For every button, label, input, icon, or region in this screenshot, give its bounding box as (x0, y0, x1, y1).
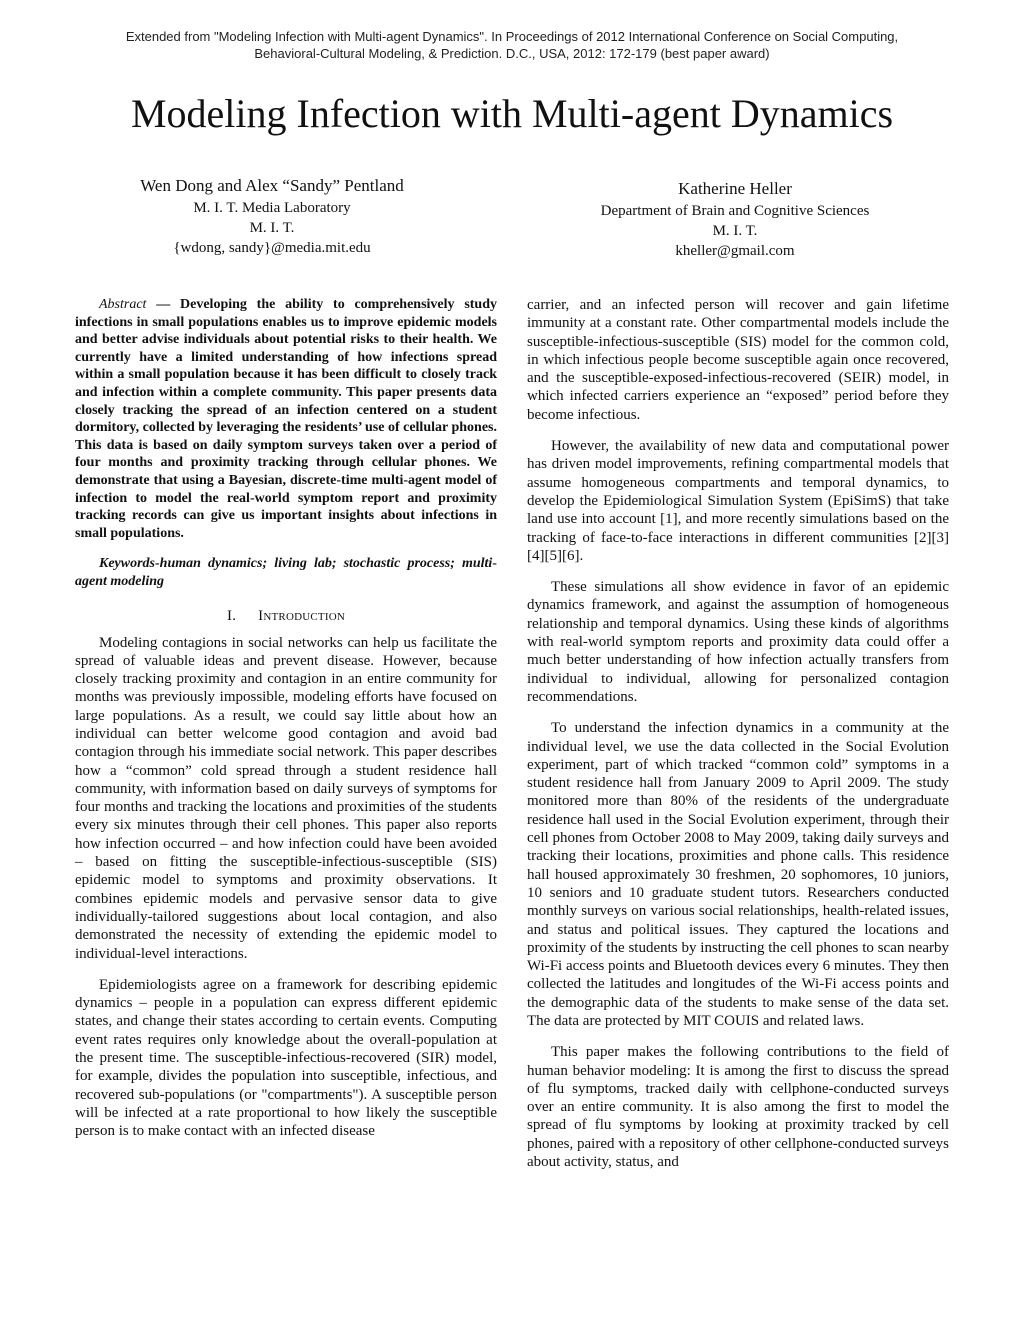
paragraph: carrier, and an infected person will recover and gain lifetime immunity at a constant rate. Other compartmental models include the susceptible-infectious-susceptible (SIS) model for the common cold, in which infectious people become susceptible again once recovered, and the susceptible-exposed-infectious-recovered (SEIR) model, in which infected carriers experience an “exposed” period before they become infectious. (527, 297, 949, 423)
author-email: {wdong, sandy}@media.mit.edu (173, 240, 371, 256)
author-institution: M. I. T. (712, 223, 758, 239)
right-column (527, 296, 949, 1171)
author-names: Katherine Heller (678, 179, 792, 198)
left-column (75, 296, 497, 1141)
author-affiliation: Department of Brain and Cognitive Sciences (600, 203, 870, 219)
paragraph: These simulations all show evidence in favor of an epidemic dynamics framework, and against the assumption of homogeneous relationship and temporal dynamics. Using these kinds of algorithms with real-world symptom reports and proximity data could offer a much better understanding of how infection actually transfers from individual to individual, allowing for personalized contagion recommendations. (527, 579, 949, 705)
paragraph: This paper makes the following contributions to the field of human behavior modeling: It is among the first to discuss the spread of flu symptoms, tracked daily with cellphone-conducted surveys over an entire community. It is also among the first to model the spread of flu symptoms by looking at proximity tracked by cell phones, paired with a repository of other cellphone-conducted surveys about activity, status, and (527, 1044, 949, 1171)
abstract (75, 296, 497, 542)
section-title: Introduction (258, 607, 345, 624)
section-number: I. (227, 607, 237, 624)
abstract-dash: — (146, 297, 181, 312)
paper-title: Modeling Infection with Multi-agent Dynamics (130, 91, 894, 136)
paragraph: However, the availability of new data and computational power has driven model improvements, refining compartmental models that assume homogeneous compartments and temporal dynamics, to develop the Epidemiological Simulation System (EpiSimS) that take land use into account [1], and more recently simulations based on the tracking of face-to-face interactions in different communities [2][3][4][5][6]. (527, 438, 949, 564)
author-email: kheller@gmail.com (675, 243, 795, 259)
keywords: Keywords-human dynamics; living lab; stochastic process; multi-agent modeling (75, 556, 497, 589)
author-block-right (560, 177, 910, 261)
author-affiliation: M. I. T. Media Laboratory (193, 200, 351, 216)
paragraph: To understand the infection dynamics in a community at the individual level, we use the data collected in the Social Evolution experiment, part of which tracked “common cold” symptoms in a student residence hall from January 2009 to April 2009. The study monitored more than 80% of the residents of the undergraduate residence hall used in the Social Evolution experiment, through their cell phones from October 2008 to May 2009, taking daily surveys and tracking their locations, proximities and phone calls. This residence hall housed approximately 30 freshmen, 20 sophomores, 10 juniors, 10 seniors and 10 graduate student tutors. Researchers conducted monthly surveys on various social relationships, health-related issues, and status and political issues. They captured the locations and proximity of the students by instructing the cell phones to scan nearby Wi-Fi access points and Bluetooth devices every 6 minutes. They then collected the latitudes and longitudes of the Wi-Fi access points and the demographic data of the students to make sense of the data set. The data are protected by MIT COUIS and related laws. (527, 720, 949, 1029)
author-names: Wen Dong and Alex “Sandy” Pentland (140, 176, 404, 195)
abstract-text: Developing the ability to comprehensively study infections in small populations enables us to improve epidemic models and better advise individuals about potential risks to their health. We currently have a limited understanding of how infections spread within a small population because it has been difficult to closely track and infection within a complete community. This paper presents data closely tracking the spread of an infection centered on a student dormitory, collected by leveraging the residents’ use of cellular phones. This data is based on daily symptom surveys taken over a period of four months and proximity tracking through cellular phones. We demonstrate that using a Bayesian, discrete-time multi-agent model of infection to model the real-world symptom report and proximity tracking records can give us important insights about infections in small populations. (75, 297, 497, 541)
paragraph: Epidemiologists agree on a framework for describing epidemic dynamics – people in a population can express different epidemic states, and change their states according to certain events. Computing event rates requires only knowledge about the overall-population at the present time. The susceptible-infectious-recovered (SIR) model, for example, divides the population into susceptible, infectious, and recovered sub-populations (or "compartments"). A susceptible person will be infected at a rate proportional to how likely the susceptible person is to make contact with an infected disease (75, 976, 497, 1140)
paragraph: Modeling contagions in social networks can help us facilitate the spread of valuable ideas and prevent disease. However, because closely tracking proximity and contagion in an entire community for months was previously impossible, modeling efforts have focused on large populations. As a result, we could say little about how an individual can better welcome good contagion and avoid bad contagion through his immediate social network. This paper describes how a “common” cold spread through a student residence hall community, with information based on daily surveys of symptoms for four months and tracking the locations and proximities of the students every six minutes through their cell phones. This paper also reports how infection occurred – and how infection could have been avoided – based on fitting the susceptible-infectious-susceptible (SIS) epidemic model to symptoms and proximity observations. It combines epidemic models and pervasive sensor data to give individually-tailored suggestions about local contagion, and also demonstrated the necessity of extending the epidemic model to individual-level interactions. (75, 634, 497, 962)
author-block-left (104, 174, 440, 258)
author-institution: M. I. T. (249, 220, 295, 236)
publication-note: Extended from "Modeling Infection with Multi-agent Dynamics". In Proceedings of 2012 International Conference on Social Computing, Behavioral-Cultural Modeling, & Prediction. D.C., USA, 2012: 172-179 (best paper award) (125, 29, 899, 61)
abstract-label: Abstract (99, 297, 147, 312)
section-heading (75, 606, 497, 626)
